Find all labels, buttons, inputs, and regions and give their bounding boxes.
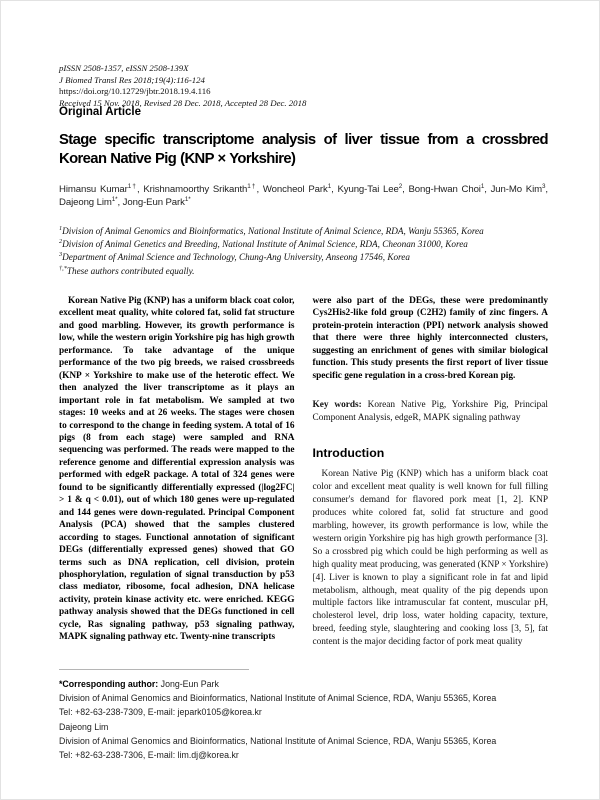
author: Woncheol Park$^1$ <box>262 182 332 195</box>
author-list: Himansu Kumar$^{1\dagger}$, Krishnamoorthy Srikanth$^{1\dagger}$, Woncheol Park$^1$, Kyung-Tai Lee$^2$, Bong-Hwan Choi$^1$, Jun-Mo Kim$^3$, Dajeong Lim$^{1*}$, Jong-Eun Park$^{1*}$ <box>59 182 548 208</box>
footnote-affiliation: Division of Animal Genomics and Bioinformatics, National Institute of Animal Science, RDA, Wanju 55365, Korea <box>59 735 497 746</box>
left-column <box>59 295 295 649</box>
corresponding-author-footnote <box>59 669 548 762</box>
author: Kyung-Tai Lee$^2$ <box>337 182 403 195</box>
article-type-label: Original Article <box>59 106 142 118</box>
author: Jun-Mo Kim$^3$ <box>490 182 546 195</box>
introduction-paragraph: Korean Native Pig (KNP) which has a uniform black coat color and excellent meat quality is well known for full filling consumer's demand for flavored pork meat [1, 2]. KNP produces white colored fat, solid fat structure and good marbling, however, its growth performance is low, while the western origin Yorkshire pig has high growth performance [3]. So a crossbred pig which could be high performing as well as high quality meat producing, was generated (KNP × Yorkshire) [4]. Liver is known to play a significant role in fat and lipid metabolism, although, meat quality of the pig depends upon multiple factors like intramuscular fat content, muscular pH, cholesterol level, drip loss, water holding capacity, texture, breed, feeding style, slaughtering and cooking loss [3, 5], fat content is the major deciding factor of pork meat quality <box>312 469 548 648</box>
body-columns <box>59 295 548 649</box>
introduction-heading: Introduction <box>312 446 385 461</box>
footnote-affiliation: Division of Animal Genomics and Bioinformatics, National Institute of Animal Science, RDA, Wanju 55365, Korea <box>59 693 497 704</box>
affiliation-list <box>59 225 548 278</box>
keywords-label: Key words: <box>312 400 362 411</box>
abstract-column-2: were also part of the DEGs, these were predominantly Cys2His2-like fold group (C2H2) family of zinc fingers. A protein-protein interaction (PPI) network analysis showed that there were three highly interconnected clusters, suggesting an enrichment of genes with similar biological function. This study presents the first report of liver tissue specific gene regulation in a cross-bred Korean pig. <box>312 296 548 381</box>
footnote-author-name: Dajeong Lim <box>59 721 109 732</box>
keywords-paragraph <box>313 399 549 424</box>
author: Jong-Eun Park$^{1*}$ <box>122 195 191 208</box>
keywords-text: Korean Native Pig, Yorkshire Pig, Principal Component Analysis, edgeR, MAPK signaling pathway <box>312 400 548 423</box>
corresponding-author-name: Jong-Eun Park <box>160 679 219 689</box>
article-title: Stage specific transcriptome analysis of liver tissue from a crossbred Korean Native Pig (KNP × Yorkshire) <box>59 132 548 167</box>
doi-line: https://doi.org/10.12729/jbtr.2018.19.4.116 <box>59 86 211 97</box>
right-column <box>313 295 549 649</box>
author: Himansu Kumar$^{1\dagger}$ <box>59 182 137 195</box>
affiliation: $^2$Division of Animal Genetics and Breeding, National Institute of Animal Science, RDA, Cheonan 31000, Korea <box>59 238 468 250</box>
footnote-line-corresponding <box>59 677 548 691</box>
issn-line: pISSN 2508-1357, eISSN 2508-139X <box>59 63 189 73</box>
affiliation: $^3$Department of Animal Science and Technology, Chung-Ang University, Anseong 17546, Korea <box>59 251 410 263</box>
author: Dajeong Lim$^{1*}$ <box>59 195 118 208</box>
journal-header-metadata <box>59 63 548 109</box>
abstract-column-1: Korean Native Pig (KNP) has a uniform black coat color, excellent meat quality, white colored fat, solid fat structure and good marbling. However, its growth performance is low, while the western origin Yorkshire pig has high growth performance. To take advantage of the unique performance of the two pig breeds, we raised crossbreeds (KNP × Yorkshire to make use of the heterotic effect. We then analyzed the liver transcriptome as it plays an important role in fat metabolism. We sampled at two stages: 10 weeks and at 26 weeks. The stages were chosen to correspond to the change in feeding system. A total of 16 pigs (8 from each stage) were sampled and RNA sequencing was performed. The reads were mapped to the reference genome and differential expression analysis was performed with edgeR package. A total of 324 genes were found to be significantly differentially expressed (|log2FC| > 1 & q < 0.01), out of which 180 genes were up-regulated and 144 genes were down-regulated. Principal Component Analysis (PCA) showed that the samples clustered according to stages. Functional annotation of significant DEGs (differentially expressed genes) showed that GO terms such as DNA replication, cell division, protein phosphorylation, regulation of signal transduction by p53 class mediator, ribosome, focal adhesion, DNA helicase activity, protein kinase activity etc. were enriched. KEGG pathway analysis showed that the DEGs functioned in cell cycle, Ras signaling pathway, p53 signaling pathway, MAPK signaling pathway etc. Twenty-nine transcripts <box>59 296 295 643</box>
footnote-divider <box>59 669 249 670</box>
citation-line: J Biomed Transl Res 2018;19(4):116-124 <box>59 74 205 85</box>
author: Krishnamoorthy Srikanth$^{1\dagger}$ <box>143 182 257 195</box>
author: Bong-Hwan Choi$^1$ <box>408 182 485 195</box>
affiliation: †,*These authors contributed equally. <box>59 264 195 276</box>
footnote-contact: Tel: +82-63-238-7309, E-mail: jepark0105@korea.kr <box>59 707 262 718</box>
received-dates-line: Received 15 Nov. 2018, Revised 28 Dec. 2018, Accepted 28 Dec. 2018 <box>59 97 307 108</box>
affiliation: $^1$Division of Animal Genomics and Bioinformatics, National Institute of Animal Science, RDA, Wanju 55365, Korea <box>59 224 484 236</box>
corresponding-author-label: *Corresponding author: <box>59 679 159 689</box>
footnote-contact: Tel: +82-63-238-7306, E-mail: lim.dj@korea.kr <box>59 750 239 761</box>
